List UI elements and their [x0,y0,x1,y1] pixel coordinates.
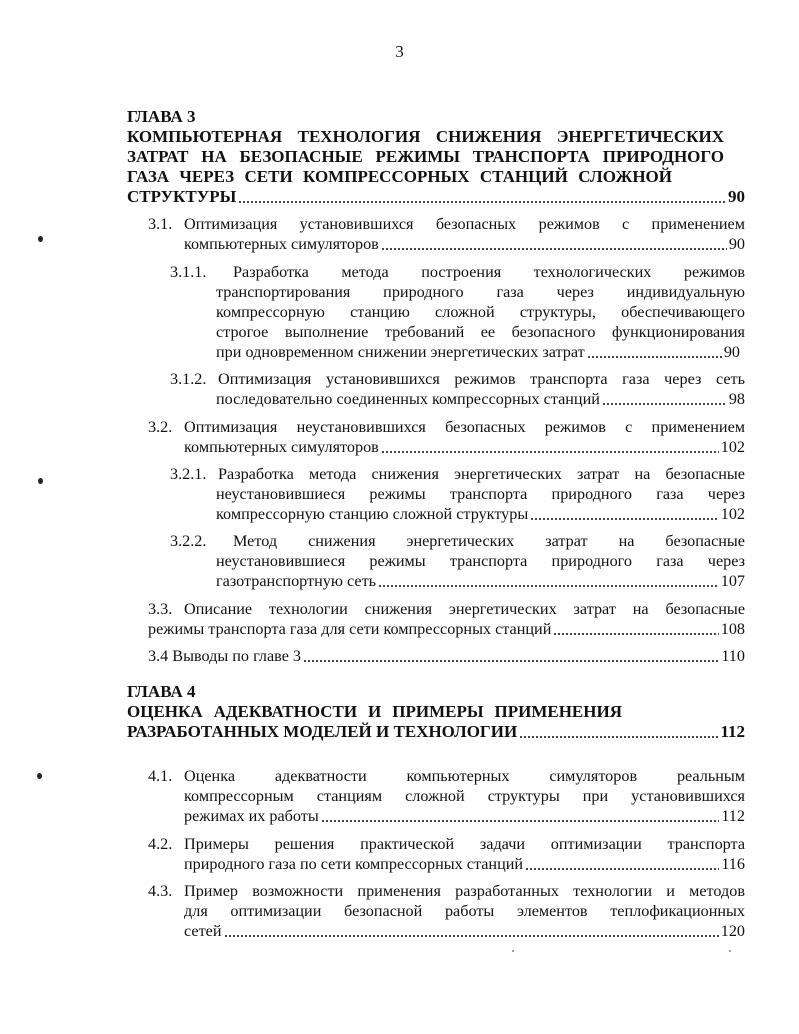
toc-line: компьютерных симуляторов [184,235,379,253]
toc-line: Разработка метода построения технологических режимов [233,263,745,281]
page-number: 3 [395,42,404,61]
chapter3-title-line: КОМПЬЮТЕРНАЯ ТЕХНОЛОГИЯ СНИЖЕНИЯ ЭНЕРГЕТИЧЕСКИХ [127,127,724,146]
toc-line: Описание технологии снижения энергетических затрат на безопасные [184,600,745,618]
margin-bullet [37,773,42,779]
section-number: 4.3. [148,882,173,900]
toc-line: неустановившиеся режимы транспорта природного газа через [216,485,745,503]
toc-entry-chapter3[interactable] [127,187,745,207]
leader-dots [303,660,719,662]
page-ref: 107 [720,572,745,590]
chapter3-title-line: ЗАТРАТ НА БЕЗОПАСНЫЕ РЕЖИМЫ ТРАНСПОРТА ПРИРОДНОГО [127,147,724,166]
section-number: 3.3. [148,600,173,618]
margin-bullet [38,478,43,484]
leader-dots [587,356,722,358]
leader-dots [224,935,719,937]
leader-dots [530,518,718,520]
toc-entry-3-3[interactable] [148,619,745,639]
toc-line: транспортирования природного газа через индивидуальную [216,283,745,301]
page-ref: 116 [721,855,745,873]
page-ref: 90 [728,187,745,206]
section-number: 3.2. [148,418,173,436]
toc-line: Оптимизация неустановившихся безопасных режимов с применением [184,418,745,436]
page-ref: 90 [723,343,740,361]
toc-entry-3-1[interactable] [184,234,745,254]
leader-dots [381,248,727,250]
toc-line: Метод снижения энергетических затрат на безопасные [233,532,745,550]
toc-entry-3-2-2[interactable] [216,571,745,591]
scan-speck [512,950,514,952]
leader-dots [519,736,718,738]
leader-dots [321,820,720,822]
toc-line: 3.4 Выводы по главе 3 [148,647,302,665]
toc-line: Оценка адекватности компьютерных симуляторов реальным [184,767,745,785]
page-ref: 110 [721,647,745,665]
section-number: 3.1.1. [170,263,207,281]
leader-dots [553,633,718,635]
page-ref: 98 [728,390,745,408]
section-number: 4.1. [148,767,173,785]
toc-line: при одновременном снижении энергетических затрат [216,343,585,361]
toc-entry-3-1-1[interactable] [216,342,740,362]
scan-speck [729,950,731,952]
toc-line: Пример возможности применения разработанных технологии и методов [184,882,745,900]
chapter3-label: ГЛАВА 3 [127,107,196,126]
toc-line: компьютерных симуляторов [184,438,379,456]
toc-entry-4-1[interactable] [184,806,745,826]
page-ref: 102 [720,505,745,523]
chapter4-label: ГЛАВА 4 [127,682,196,701]
page-ref: 112 [721,807,745,825]
toc-line: последовательно соединенных компрессорных станций [216,390,600,408]
page-ref: 108 [720,620,745,638]
toc-line: для оптимизации безопасной работы элементов теплофикационных [184,902,745,920]
toc-line: газотранспортную сеть [216,572,377,590]
chapter3-title-line: ГАЗА ЧЕРЕЗ СЕТИ КОМПРЕССОРНЫХ СТАНЦИЙ СЛОЖНОЙ [127,167,672,186]
toc-line: Примеры решения практической задачи оптимизации транспорта [184,835,745,853]
leader-dots [602,403,727,405]
toc-line: компрессорную станцию сложной структуры, обеспечивающего [216,303,745,321]
toc-line: компрессорную станцию сложной структуры [216,505,529,523]
section-number: 4.2. [148,835,173,853]
leader-dots [238,201,726,203]
section-number: 3.2.1. [170,465,207,483]
page-ref: 90 [728,235,745,253]
toc-entry-3-2[interactable] [184,437,745,457]
page-ref: 112 [720,722,745,741]
page-ref: 102 [720,438,745,456]
page-ref: 120 [720,922,745,940]
toc-line: компрессорным станциям сложной структуры при установившихся [184,787,745,805]
toc-line: Оптимизация установившихся режимов транспорта газа через сеть [218,370,745,388]
chapter3-title-last: СТРУКТУРЫ [127,187,237,206]
toc-line: Разработка метода снижения энергетических затрат на безопасные [218,465,745,483]
toc-entry-4-2[interactable] [184,854,745,874]
toc-entry-3-1-2[interactable] [216,389,745,409]
toc-line: природного газа по сети компрессорных станций [184,855,524,873]
toc-entry-3-2-1[interactable] [216,504,745,524]
section-number: 3.2.2. [170,532,207,550]
chapter4-title-line: ОЦЕНКА АДЕКВАТНОСТИ И ПРИМЕРЫ ПРИМЕНЕНИЯ [127,702,622,721]
leader-dots [381,451,719,453]
toc-line: сетей [184,922,222,940]
toc-line: режимах их работы [184,807,319,825]
toc-entry-chapter4[interactable] [127,722,745,742]
section-number: 3.1.2. [170,370,207,388]
toc-line: неустановившиеся режимы транспорта природного газа через [216,552,745,570]
section-number: 3.1. [148,215,173,233]
leader-dots [525,868,719,870]
toc-entry-3-4[interactable] [148,646,745,666]
toc-line: режимы транспорта газа для сети компрессорных станций [148,620,552,638]
margin-bullet [38,236,43,242]
toc-entry-4-3[interactable] [184,921,745,941]
toc-line: строгое выполнение требований ее безопасного функционирования [216,323,745,341]
leader-dots [378,585,719,587]
toc-line: Оптимизация установившихся безопасных режимов с применением [184,215,745,233]
chapter4-title-last: РАЗРАБОТАННЫХ МОДЕЛЕЙ И ТЕХНОЛОГИИ [127,722,518,741]
